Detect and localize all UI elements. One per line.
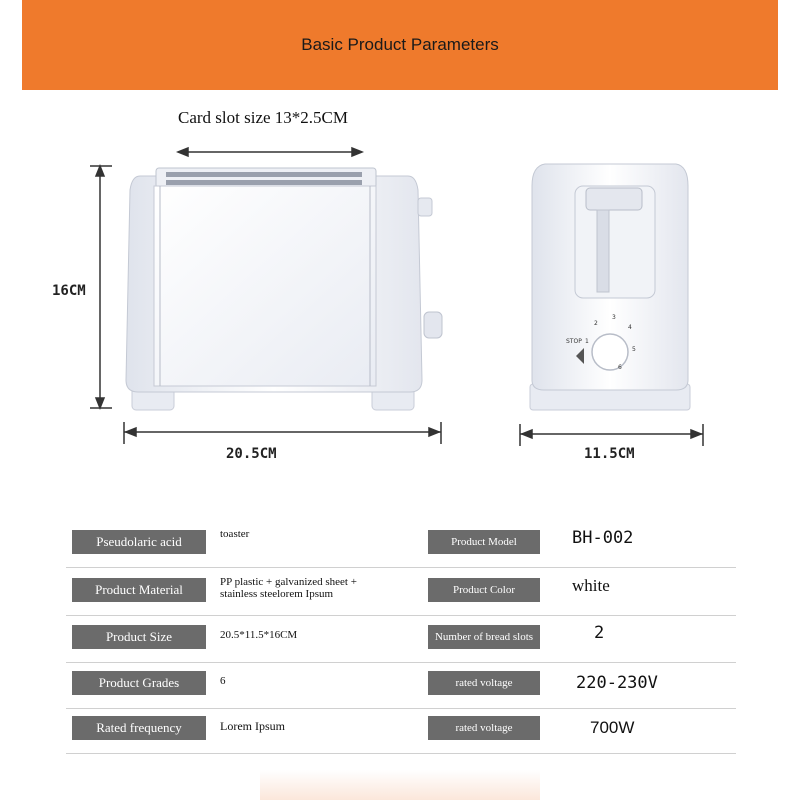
- slot-size-label: Card slot size 13*2.5CM: [178, 108, 348, 127]
- spec-label: Pseudolaric acid: [72, 530, 206, 554]
- spec-value: 700W: [590, 718, 635, 737]
- spec-row: [0, 570, 800, 616]
- row-divider: [66, 753, 736, 754]
- row-divider: [66, 567, 736, 568]
- width-dimension: 20.5CM: [226, 446, 277, 462]
- spec-label: rated voltage: [428, 671, 540, 695]
- spec-value: white: [572, 576, 610, 595]
- bottom-glow: [260, 770, 540, 800]
- spec-label: Number of bread slots: [428, 625, 540, 649]
- spec-label: Rated frequency: [72, 716, 206, 740]
- spec-label: Product Size: [72, 625, 206, 649]
- spec-label: rated voltage: [428, 716, 540, 740]
- spec-row: [0, 708, 800, 754]
- spec-label: Product Model: [428, 530, 540, 554]
- dial-stop-label: STOP: [566, 338, 582, 345]
- dial-number: 3: [612, 314, 616, 321]
- depth-dimension: 11.5CM: [584, 446, 635, 462]
- spec-value: 2: [594, 623, 605, 643]
- spec-value: 220-230V: [576, 673, 658, 693]
- spec-value: PP plastic + galvanized sheet + stainless steelorem Ipsum: [220, 576, 357, 600]
- spec-value: 20.5*11.5*16CM: [220, 629, 298, 641]
- dial-number: 2: [594, 320, 598, 327]
- dial-number: 4: [628, 324, 632, 331]
- spec-row: [0, 617, 800, 663]
- spec-label: Product Material: [72, 578, 206, 602]
- spec-value: 6: [220, 675, 226, 687]
- dial-number: 5: [632, 346, 636, 353]
- height-dimension: 16CM: [52, 283, 86, 299]
- spec-label: Product Grades: [72, 671, 206, 695]
- spec-row: [0, 522, 800, 568]
- spec-value: Lorem Ipsum: [220, 719, 285, 733]
- dial-number: 6: [618, 364, 622, 371]
- banner-title: Basic Product Parameters: [301, 35, 499, 54]
- dial-number: 1: [585, 338, 589, 345]
- spec-value: BH-002: [572, 528, 634, 548]
- spec-label: Product Color: [428, 578, 540, 602]
- spec-row: [0, 663, 800, 709]
- row-divider: [66, 615, 736, 616]
- spec-value: toaster: [220, 528, 250, 540]
